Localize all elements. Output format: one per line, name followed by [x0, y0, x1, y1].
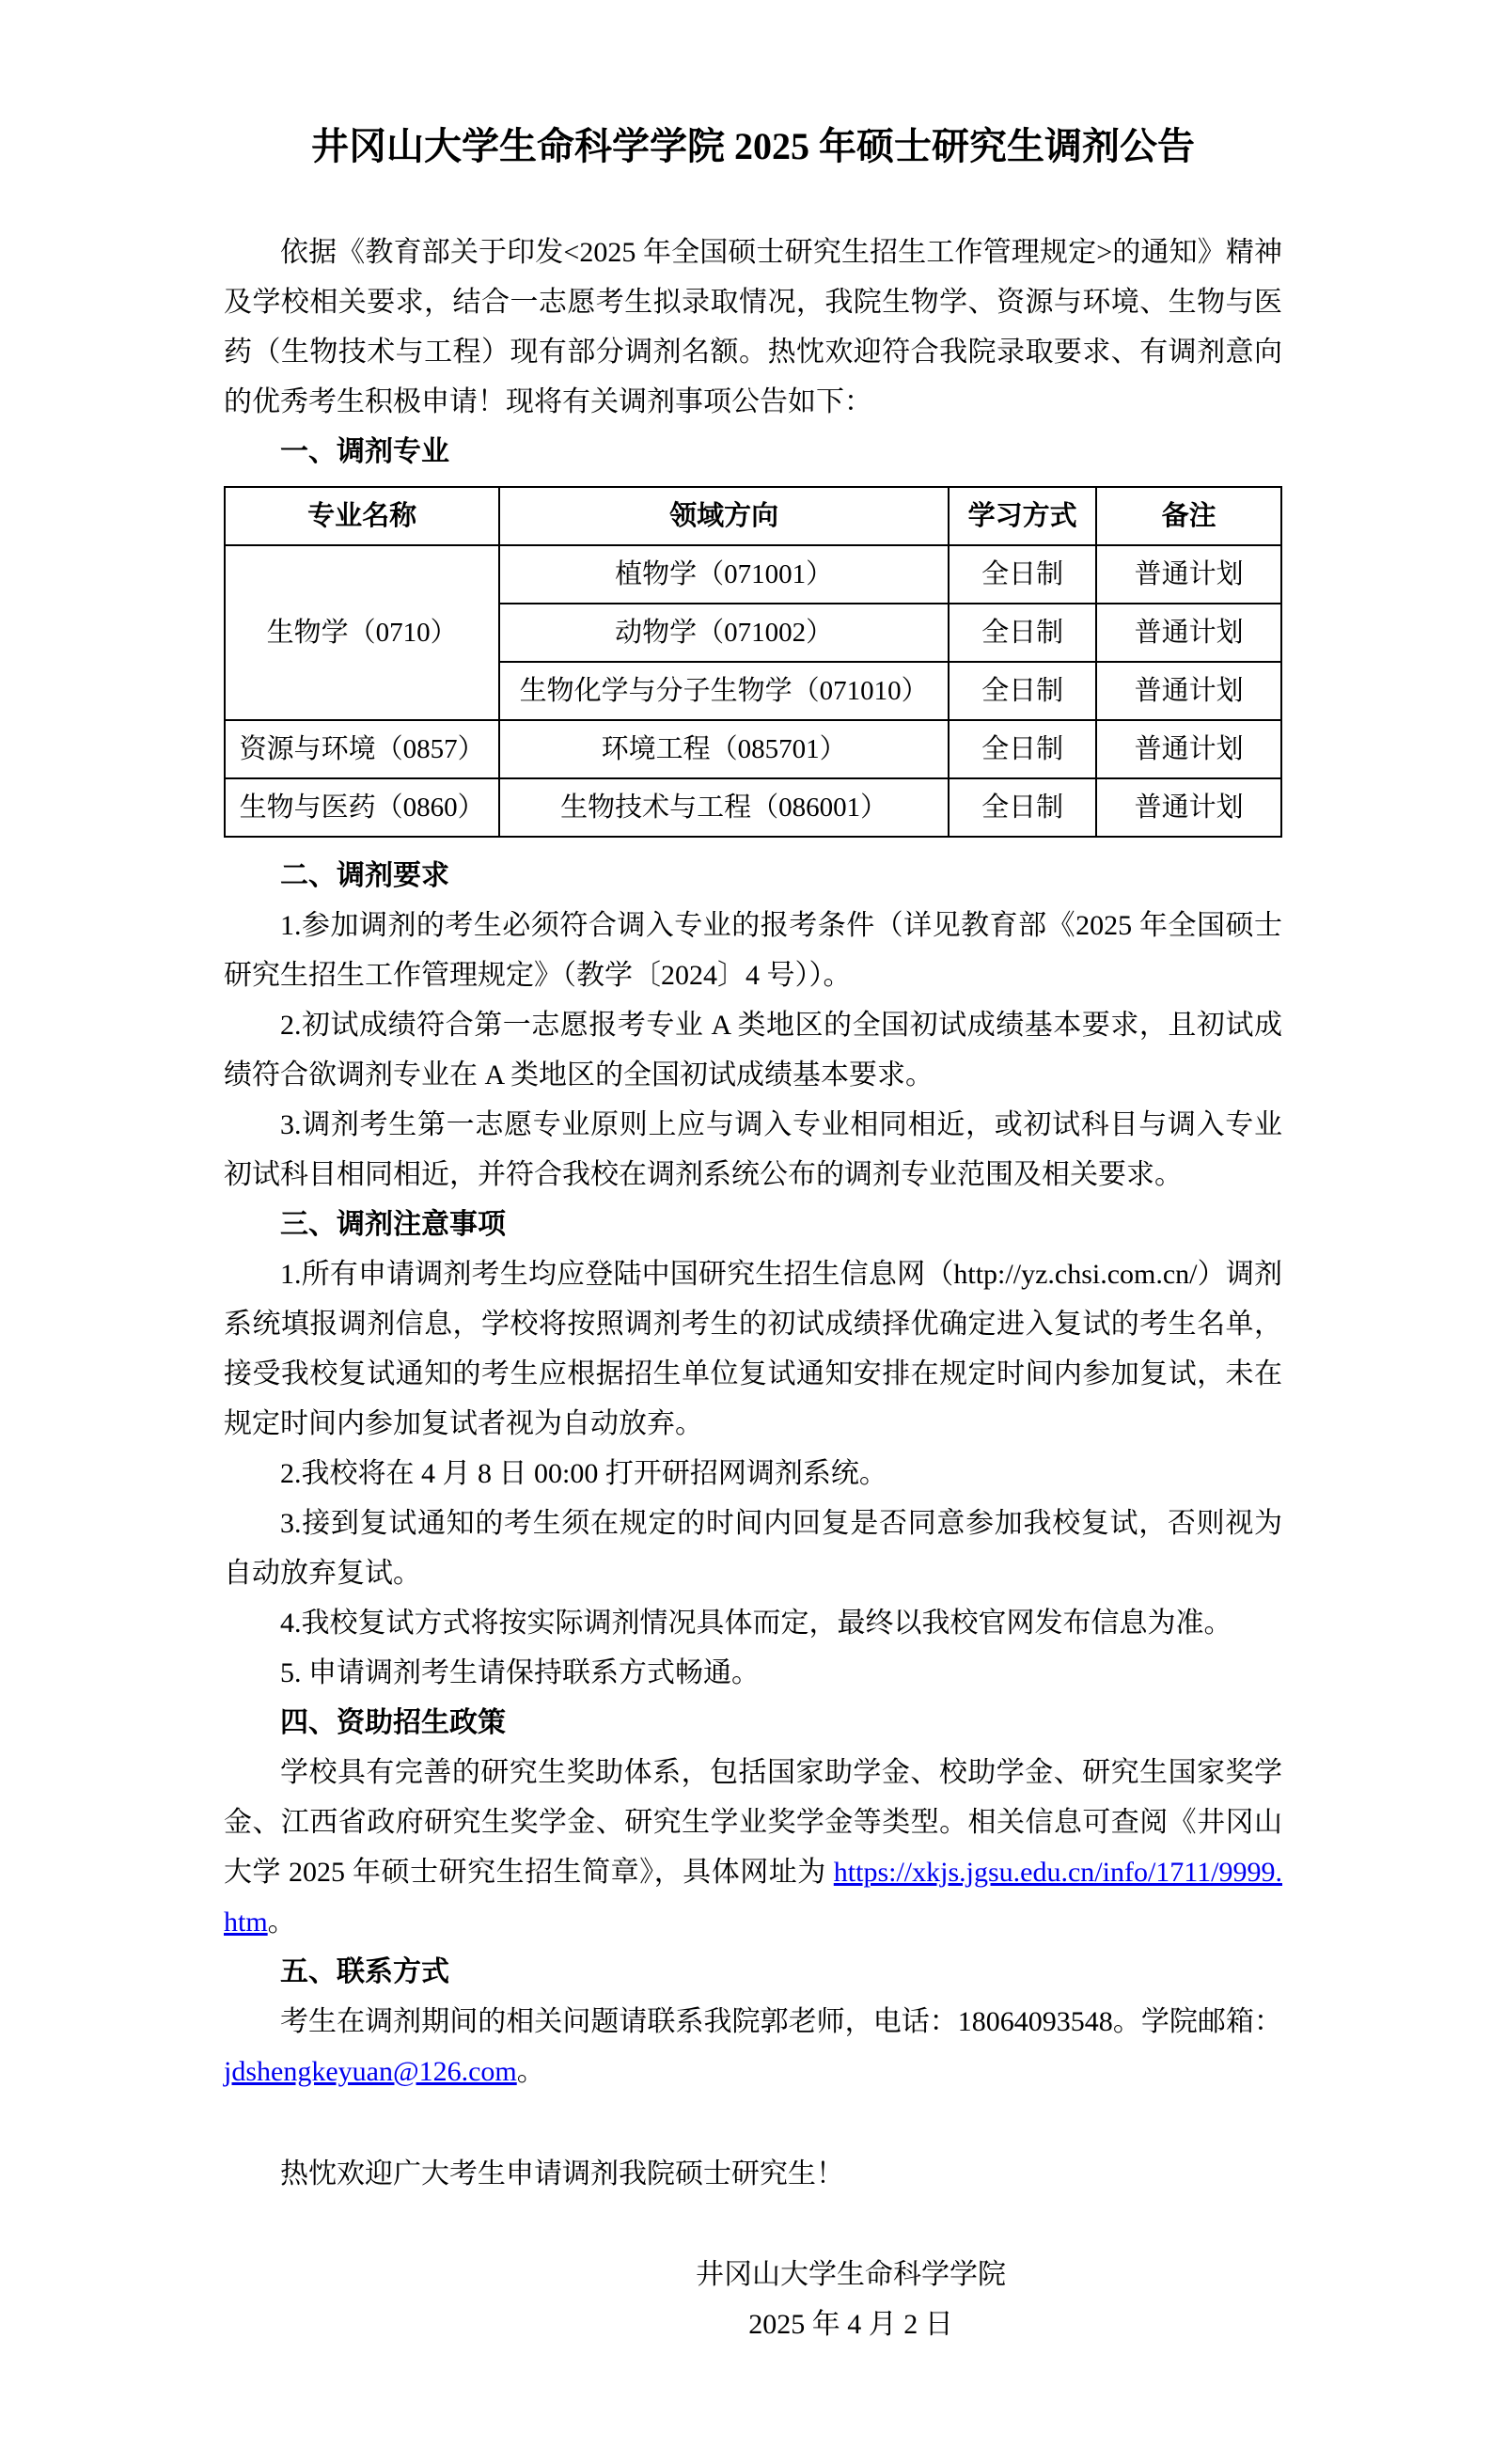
section3-item-3: 3.接到复试通知的考生须在规定的时间内回复是否同意参加我校复试，否则视为自动放弃复试。 [224, 1508, 1282, 1589]
mode-cell: 全日制 [949, 604, 1096, 662]
signature-org: 井冈山大学生命科学学院 [696, 2259, 1006, 2290]
header-field: 领域方向 [499, 487, 949, 545]
table-row [225, 720, 1281, 778]
mode-cell: 全日制 [949, 662, 1096, 720]
section5-heading: 五、联系方式 [280, 1956, 449, 1987]
header-major: 专业名称 [225, 487, 499, 545]
transfer-majors-table [224, 486, 1282, 838]
mode-cell: 全日制 [949, 720, 1096, 778]
header-mode: 学习方式 [949, 487, 1096, 545]
section2-item-1: 1.参加调剂的考生必须符合调入专业的报考条件（详见教育部《2025 年全国硕士研究生招生工作管理规定》（教学〔2024〕4 号））。 [224, 910, 1282, 991]
field-cell: 生物技术与工程（086001） [499, 778, 949, 837]
major-cell: 生物学（0710） [225, 545, 499, 720]
section2-heading: 二、调剂要求 [280, 860, 449, 891]
section2-item-2: 2.初试成绩符合第一志愿报考专业 A 类地区的全国初试成绩基本要求，且初试成绩符合欲调剂专业在 A 类地区的全国初试成绩基本要求。 [224, 1010, 1282, 1091]
section3-item-5: 5. 申请调剂考生请保持联系方式畅通。 [280, 1657, 760, 1688]
funding-policy-paragraph [224, 1748, 1282, 1947]
major-cell: 资源与环境（0857） [225, 720, 499, 778]
admissions-brochure-link[interactable]: https://xkjs.jgsu.edu.cn/info/1711/9999.htm [224, 1857, 1282, 1938]
contact-text: 考生在调剂期间的相关问题请联系我院郭老师，电话：18064093548。学院邮箱： [280, 2006, 1282, 2037]
funding-policy-suffix: 。 [267, 1907, 296, 1938]
note-cell: 普通计划 [1096, 545, 1281, 604]
header-note: 备注 [1096, 487, 1281, 545]
field-cell: 生物化学与分子生物学（071010） [499, 662, 949, 720]
mode-cell: 全日制 [949, 545, 1096, 604]
funding-policy-text: 学校具有完善的研究生奖助体系，包括国家助学金、校助学金、研究生国家奖学金、江西省政府研究生奖学金、研究生学业奖学金等类型。相关信息可查阅《井冈山大学 2025 年硕士研究生招生简章》，具体网址为 [224, 1757, 1282, 1888]
signature-date: 2025 年 4 月 2 日 [748, 2309, 953, 2340]
intro-paragraph: 依据《教育部关于印发<2025 年全国硕士研究生招生工作管理规定>的通知》精神及学校相关要求，结合一志愿考生拟录取情况，我院生物学、资源与环境、生物与医药（生物技术与工程）现有部分调剂名额。热忱欢迎符合我院录取要求、有调剂意向的优秀考生积极申请！现将有关调剂事项公告如下： [224, 237, 1282, 417]
note-cell: 普通计划 [1096, 662, 1281, 720]
field-cell: 动物学（071002） [499, 604, 949, 662]
section1-heading: 一、调剂专业 [280, 436, 449, 467]
section3-item-2: 2.我校将在 4 月 8 日 00:00 打开研招网调剂系统。 [280, 1458, 887, 1489]
mode-cell: 全日制 [949, 778, 1096, 837]
note-cell: 普通计划 [1096, 604, 1281, 662]
signature-block [322, 2250, 1380, 2349]
section3-item-1: 1.所有申请调剂考生均应登陆中国研究生招生信息网（http://yz.chsi.com.cn/）调剂系统填报调剂信息，学校将按照调剂考生的初试成绩择优确定进入复试的考生名单，接受我校复试通知的考生应根据招生单位复试通知安排在规定时间内参加复试，未在规定时间内参加复试者视为自动放弃。 [224, 1259, 1282, 1439]
note-cell: 普通计划 [1096, 778, 1281, 837]
section3-heading: 三、调剂注意事项 [280, 1209, 506, 1240]
doc-title: 井冈山大学生命科学学院 2025 年硕士研究生调剂公告 [311, 125, 1195, 167]
section2-item-3: 3.调剂考生第一志愿专业原则上应与调入专业相同相近，或初试科目与调入专业初试科目相同相近，并符合我校在调剂系统公布的调剂专业范围及相关要求。 [224, 1109, 1282, 1190]
table-header-row [225, 487, 1281, 545]
field-cell: 植物学（071001） [499, 545, 949, 604]
field-cell: 环境工程（085701） [499, 720, 949, 778]
contact-paragraph [224, 1997, 1282, 2096]
section3-item-4: 4.我校复试方式将按实际调剂情况具体而定，最终以我校官网发布信息为准。 [280, 1608, 1232, 1639]
closing-paragraph: 热忱欢迎广大考生申请调剂我院硕士研究生！ [280, 2158, 844, 2189]
note-cell: 普通计划 [1096, 720, 1281, 778]
major-cell: 生物与医药（0860） [225, 778, 499, 837]
section4-heading: 四、资助招生政策 [280, 1707, 506, 1738]
table-row [225, 545, 1281, 604]
contact-suffix: 。 [516, 2056, 545, 2087]
table-row [225, 778, 1281, 837]
email-link[interactable]: jdshengkeyuan@126.com [224, 2056, 517, 2087]
